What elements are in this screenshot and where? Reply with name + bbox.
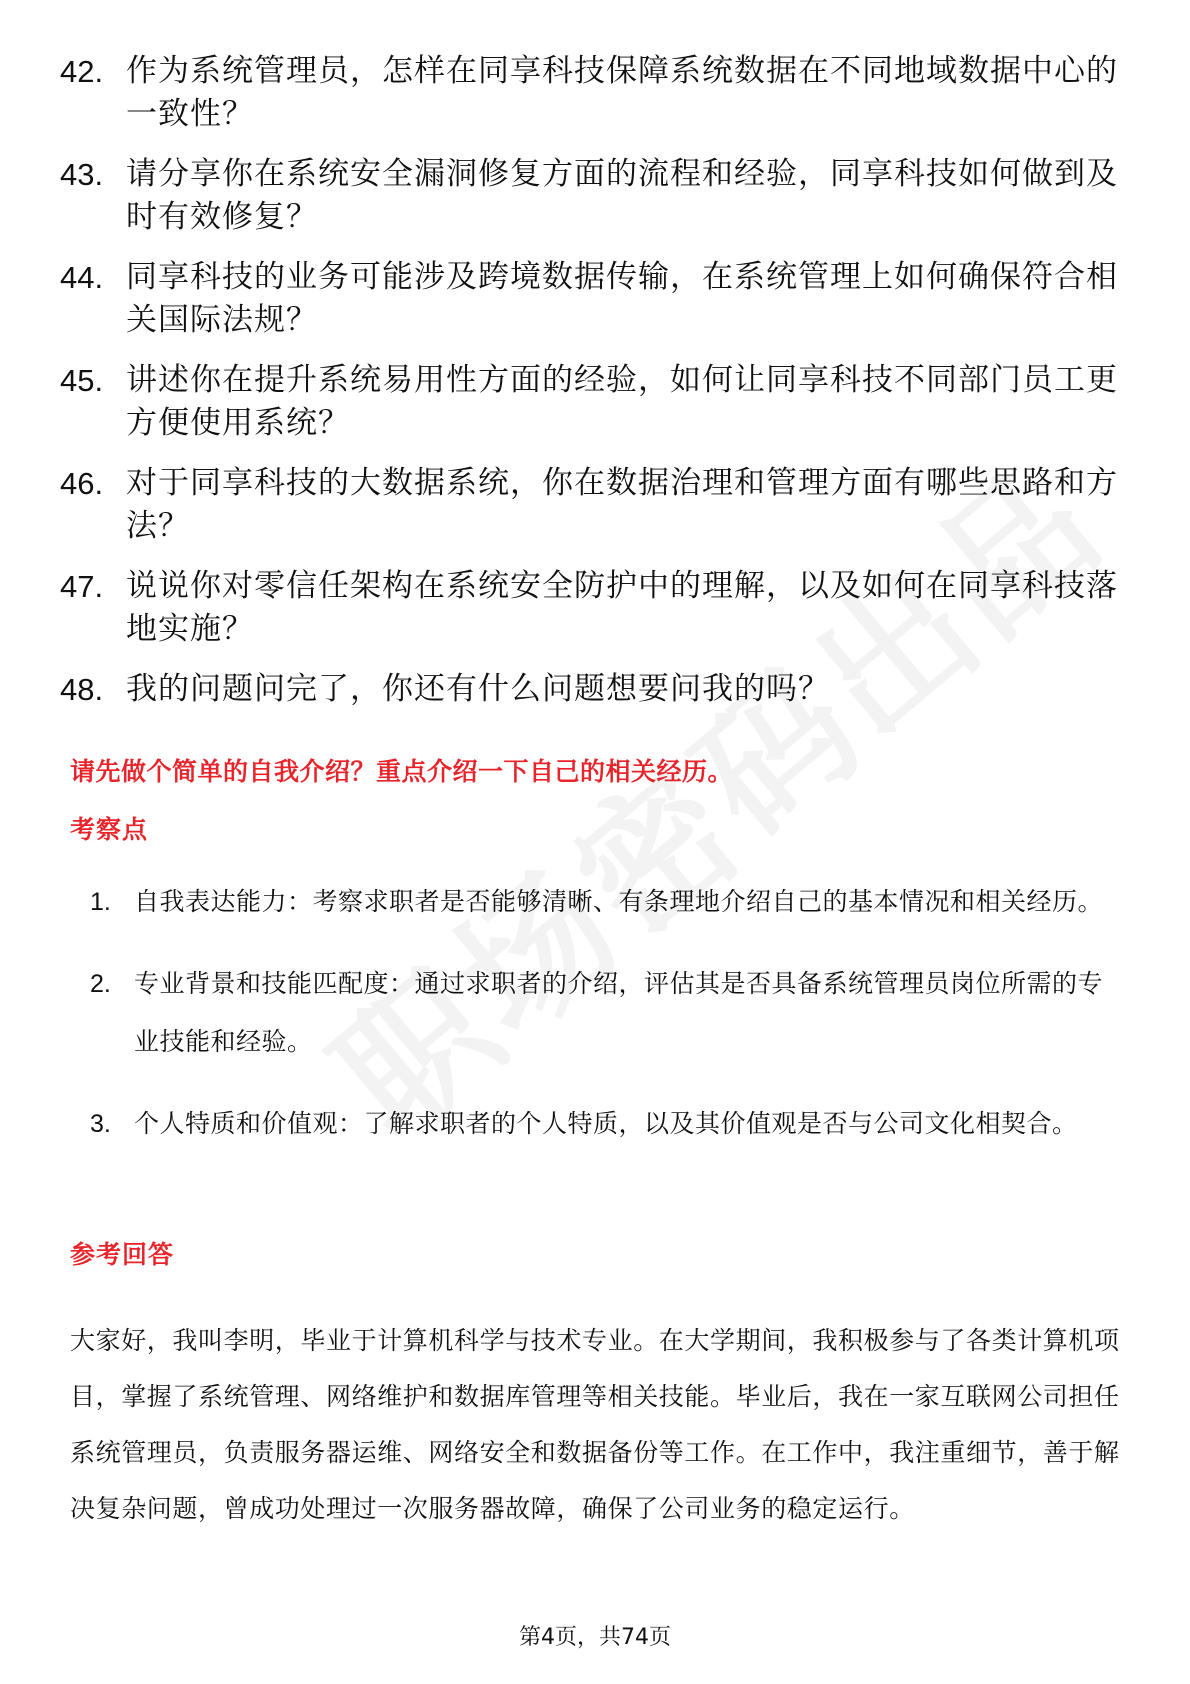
page-number: 第4页，共74页 xyxy=(519,1625,671,1650)
list-item xyxy=(60,153,1120,239)
question-text: 请分享你在系统安全漏洞修复方面的流程和经验，同享科技如何做到及时有效修复？ xyxy=(126,156,1118,235)
reference-answer-heading: 参考回答 xyxy=(70,1240,175,1269)
point-text: 自我表达能力：考察求职者是否能够清晰、有条理地介绍自己的基本情况和相关经历。 xyxy=(134,887,1104,916)
question-text: 说说你对零信任架构在系统安全防护中的理解，以及如何在同享科技落地实施？ xyxy=(126,568,1118,647)
list-item xyxy=(60,50,1120,136)
point-text: 个人特质和价值观：了解求职者的个人特质，以及其价值观是否与公司文化相契合。 xyxy=(134,1109,1078,1138)
list-item xyxy=(60,565,1120,651)
point-number: 3. xyxy=(90,1110,111,1138)
list-item xyxy=(60,359,1120,445)
point-number: 1. xyxy=(90,888,111,916)
question-list xyxy=(60,50,1120,728)
list-item xyxy=(60,256,1120,342)
question-number: 47. xyxy=(60,569,104,604)
point-text: 专业背景和技能匹配度：通过求职者的介绍，评估其是否具备系统管理员岗位所需的专业技能和经验。 xyxy=(134,969,1104,1056)
question-text: 讲述你在提升系统易用性方面的经验，如何让同享科技不同部门员工更方便使用系统？ xyxy=(126,362,1118,441)
examine-points-heading: 考察点 xyxy=(70,815,149,844)
list-item xyxy=(80,873,1120,931)
question-number: 44. xyxy=(60,260,104,295)
point-number: 2. xyxy=(90,970,111,998)
reference-answer-text: 大家好，我叫李明，毕业于计算机科学与技术专业。在大学期间，我积极参与了各类计算机项目，掌握了系统管理、网络维护和数据库管理等相关技能。毕业后，我在一家互联网公司担任系统管理员，负责服务器运维、网络安全和数据备份等工作。在工作中，我注重细节，善于解决复杂问题，曾成功处理过一次服务器故障，确保了公司业务的稳定运行。 xyxy=(70,1326,1120,1523)
question-number: 45. xyxy=(60,363,104,398)
list-item xyxy=(80,955,1120,1071)
question-number: 46. xyxy=(60,466,104,501)
question-number: 42. xyxy=(60,54,104,89)
question-text: 作为系统管理员，怎样在同享科技保障系统数据在不同地域数据中心的一致性？ xyxy=(126,53,1118,132)
list-item xyxy=(60,462,1120,548)
question-text: 同享科技的业务可能涉及跨境数据传输，在系统管理上如何确保符合相关国际法规？ xyxy=(126,259,1118,338)
question-number: 48. xyxy=(60,672,104,707)
highlight-question: 请先做个简单的自我介绍？重点介绍一下自己的相关经历。 xyxy=(70,757,734,786)
list-item xyxy=(60,668,1120,711)
question-text: 对于同享科技的大数据系统，你在数据治理和管理方面有哪些思路和方法？ xyxy=(126,465,1118,544)
list-item xyxy=(80,1095,1120,1153)
question-number: 43. xyxy=(60,157,104,192)
examine-points-list xyxy=(80,873,1120,1153)
question-text: 我的问题问完了，你还有什么问题想要问我的吗？ xyxy=(126,671,830,707)
